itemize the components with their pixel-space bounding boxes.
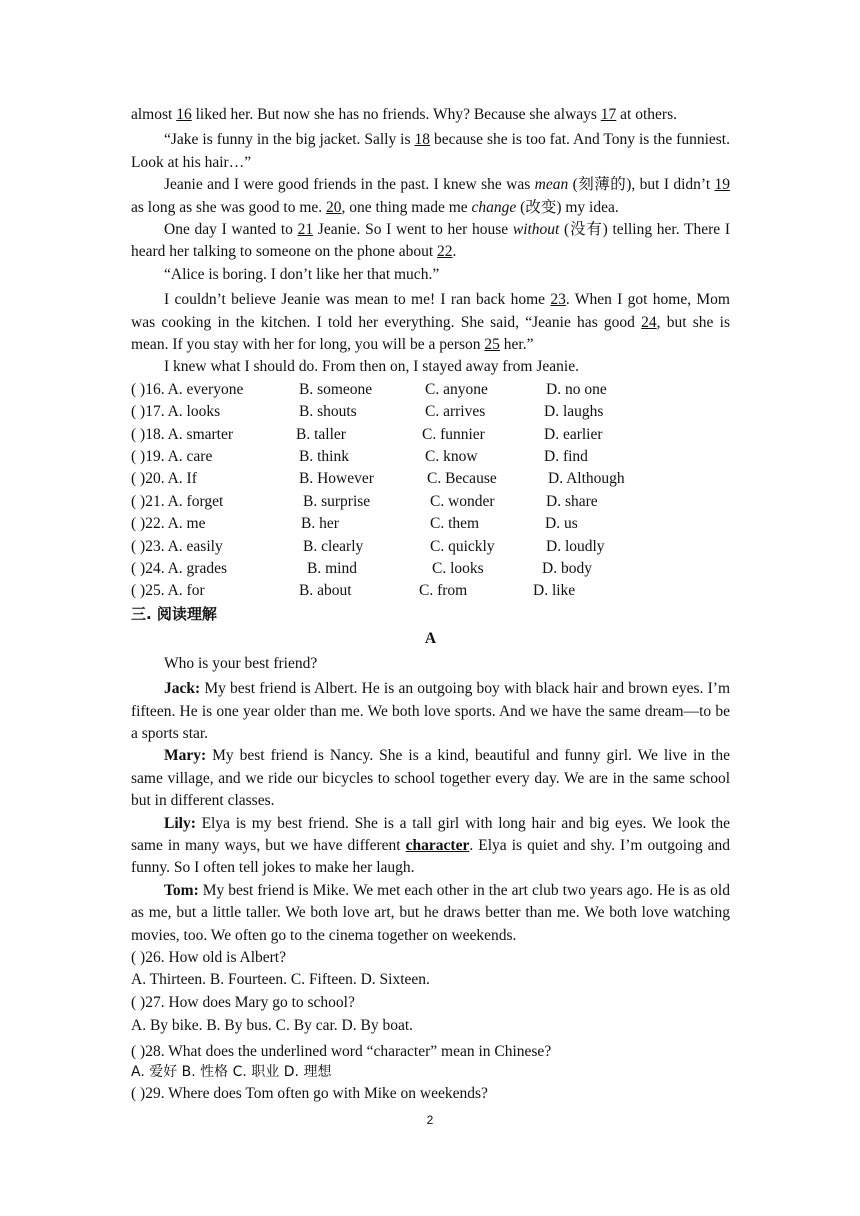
text: .: [452, 243, 457, 261]
page-number: 2: [426, 1113, 434, 1127]
blank-22: 22: [437, 243, 453, 261]
option-row-18: [131, 424, 730, 446]
option-c: C. anyone: [425, 380, 488, 398]
blank-19: 19: [714, 176, 730, 194]
option-b: B. about: [299, 582, 352, 600]
text: My best friend is Mike. We met each other in the art club two years ago. He is as old as me, but a little taller. We both love art, but he draws better than me. We both love watching movies, too. We often go to the cinema together on weekends.: [131, 881, 730, 944]
option-d: D. Although: [548, 470, 625, 488]
option-row-23: [131, 536, 730, 558]
text: Jeanie and I were good friends in the past. I knew she was: [164, 176, 535, 194]
cloze-paragraph-4: [131, 219, 730, 264]
option-a: ( )18. A. smarter: [131, 425, 234, 443]
option-b: B. surprise: [303, 492, 371, 510]
option-c: C. know: [425, 448, 478, 466]
cloze-paragraph-5: “Alice is boring. I don’t like her that much.”: [164, 265, 440, 283]
option-row-22: [131, 513, 730, 535]
text: , but she is mean. If you stay with her for long, you will be a person: [131, 313, 730, 354]
blank-23: 23: [550, 291, 566, 309]
option-c: C. them: [430, 515, 480, 533]
speaker-name: Mary:: [164, 747, 207, 765]
text: (没有) telling her. There I heard her talking to someone on the phone about: [131, 221, 730, 261]
option-d: D. laughs: [544, 403, 604, 421]
text: My best friend is Albert. He is an outgoing boy with black hair and brown eyes. I’m fifteen. He is one year older than me. We both love sports. And we have the same dream—to be a sports star.: [131, 680, 730, 742]
speaker-name: Lily:: [164, 814, 196, 832]
option-c: C. arrives: [425, 403, 486, 421]
answers-27: A. By bike. B. By bus. C. By car. D. By boat.: [131, 1017, 414, 1035]
options-list: [131, 379, 730, 603]
reading-jack: [131, 678, 730, 745]
option-b: B. someone: [299, 380, 373, 398]
option-a: ( )19. A. care: [131, 448, 213, 466]
text: (改变) my idea.: [516, 198, 619, 216]
italic-word: without: [512, 221, 560, 239]
option-d: D. no one: [546, 380, 607, 398]
text: her.”: [499, 336, 534, 354]
option-b: B. mind: [307, 560, 357, 577]
option-a: ( )25. A. for: [131, 582, 205, 600]
option-b: B. think: [299, 448, 349, 466]
text: Jeanie. So I went to her house: [313, 221, 513, 239]
text: Elya is my best friend. She is a tall girl with long hair and big eyes. We look the same in many ways, but we have different: [131, 814, 730, 855]
speaker-name: Tom:: [164, 881, 199, 899]
option-b: B. However: [299, 470, 374, 488]
text: My best friend is Nancy. She is a kind, beautiful and funny girl. We live in the same village, and we ride our bicycles to school together every day. We are in the same school but in different classes.: [131, 747, 730, 810]
option-row-25: [131, 580, 730, 602]
option-row-16: [131, 379, 730, 401]
text: . Elya is quiet and shy. I’m outgoing and funny. So I often tell jokes to make her laugh.: [131, 837, 730, 877]
option-c: C. from: [419, 582, 468, 600]
answers-28: A. 爱好 B. 性格 C. 职业 D. 理想: [131, 1064, 332, 1081]
option-c: C. wonder: [430, 492, 495, 510]
reading-lily: [131, 813, 730, 880]
option-b: B. taller: [296, 425, 346, 443]
question-29: ( )29. Where does Tom often go with Mike on weekends?: [131, 1085, 488, 1103]
answers-26: A. Thirteen. B. Fourteen. C. Fifteen. D. Sixteen.: [131, 971, 430, 989]
blank-18: 18: [414, 131, 430, 149]
text: as long as she was good to me.: [131, 198, 327, 216]
option-a: ( )16. A. everyone: [131, 380, 244, 398]
question-27: ( )27. How does Mary go to school?: [131, 993, 355, 1011]
option-a: ( )21. A. forget: [131, 492, 224, 510]
text: I couldn’t believe Jeanie was mean to me! I ran back home: [164, 291, 551, 309]
option-d: D. find: [544, 448, 588, 466]
option-d: D. like: [533, 582, 576, 600]
option-a: ( )22. A. me: [131, 515, 206, 533]
text: , one thing made me: [341, 198, 472, 216]
passage-label: A: [424, 629, 437, 647]
option-a: ( )24. A. grades: [131, 560, 227, 577]
text: almost: [131, 106, 177, 123]
option-b: B. shouts: [299, 403, 357, 421]
italic-word: mean: [534, 176, 569, 194]
italic-word: change: [471, 198, 517, 216]
underlined-word: character: [405, 837, 470, 855]
question-28: ( )28. What does the underlined word “character” mean in Chinese?: [131, 1042, 552, 1060]
text: . When I got home, Mom was cooking in the kitchen. I told her everything. She said, “Jeanie has good: [131, 291, 730, 331]
cloze-paragraph-6: [131, 289, 730, 356]
option-a: ( )23. A. easily: [131, 537, 223, 555]
option-row-21: [131, 491, 730, 513]
option-a: ( )17. A. looks: [131, 403, 221, 421]
option-b: B. her: [301, 515, 339, 533]
reading-intro: Who is your best friend?: [164, 654, 318, 672]
reading-mary: [131, 745, 730, 812]
text: (刻薄的), but I didn’t: [568, 176, 715, 194]
blank-24: 24: [641, 313, 657, 331]
text: “Jake is funny in the big jacket. Sally is: [164, 131, 415, 149]
option-c: C. funnier: [422, 425, 485, 443]
cloze-paragraph-1: [131, 104, 730, 126]
option-c: C. quickly: [430, 537, 495, 555]
blank-16: 16: [176, 106, 192, 123]
text: because she is too fat. And Tony is the funniest. Look at his hair…”: [131, 131, 730, 171]
question-26: ( )26. How old is Albert?: [131, 949, 286, 967]
option-d: D. loudly: [546, 537, 605, 555]
blank-21: 21: [297, 221, 314, 239]
option-d: D. body: [542, 560, 592, 577]
section-title: 三. 阅读理解: [131, 604, 217, 623]
option-row-17: [131, 401, 730, 423]
option-a: ( )20. A. If: [131, 470, 197, 488]
cloze-paragraph-2: [131, 129, 730, 174]
option-c: C. looks: [432, 560, 484, 577]
option-row-20: [131, 468, 730, 490]
option-d: D. earlier: [544, 425, 603, 443]
option-row-19: [131, 446, 730, 468]
text: liked her. But now she has no friends. Why? Because she always: [191, 106, 601, 123]
document-page: [131, 104, 730, 1106]
cloze-paragraph-3: [131, 174, 730, 219]
option-c: C. Because: [427, 470, 497, 488]
option-b: B. clearly: [303, 537, 364, 555]
text: One day I wanted to: [164, 221, 298, 239]
blank-20: 20: [326, 198, 342, 216]
option-d: D. us: [545, 515, 578, 533]
cloze-paragraph-7: I knew what I should do. From then on, I stayed away from Jeanie.: [164, 358, 579, 376]
option-row-24: [131, 558, 730, 580]
blank-25: 25: [484, 336, 500, 354]
blank-17: 17: [600, 106, 617, 123]
option-d: D. share: [546, 492, 598, 510]
text: at others.: [616, 106, 677, 123]
speaker-name: Jack:: [164, 680, 201, 698]
reading-tom: [131, 880, 730, 947]
